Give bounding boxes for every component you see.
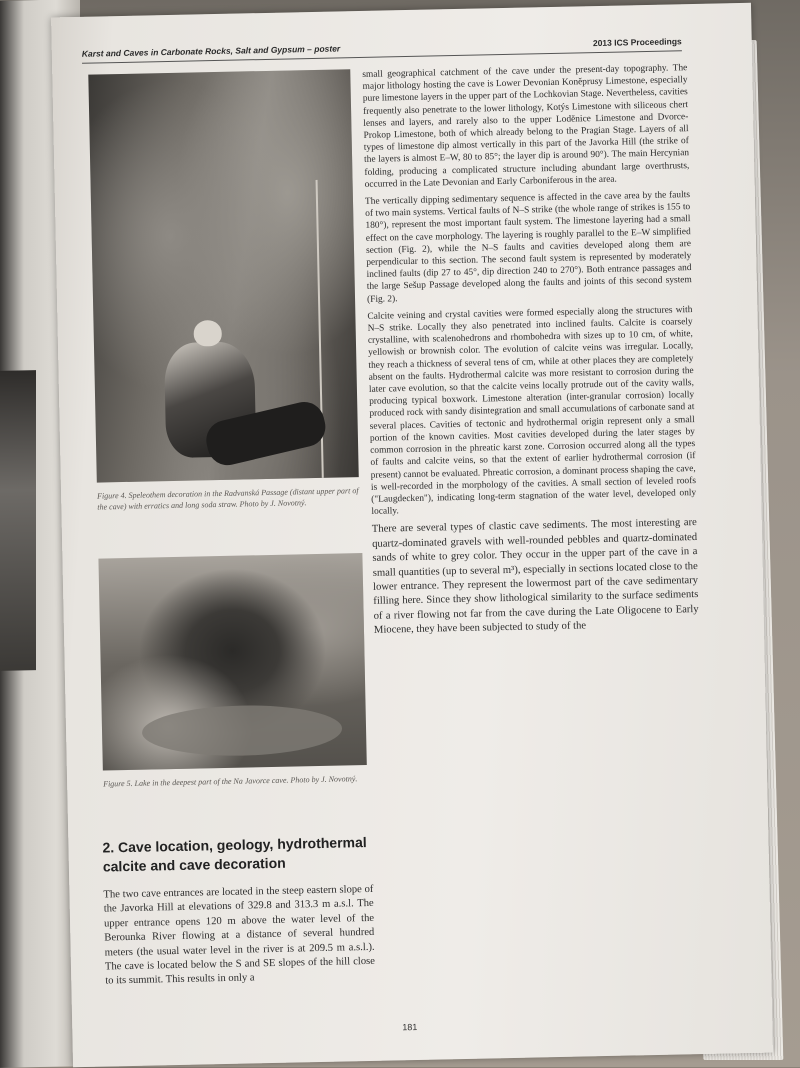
adjacent-page-photo <box>0 370 36 671</box>
section-heading: 2. Cave location, geology, hydrothermal calcite and cave decoration <box>102 834 367 875</box>
figure-5-caption: Figure 5. Lake in the deepest part of the Na Javorce cave. Photo by J. Novotný. <box>103 774 358 789</box>
paragraph-faults: The vertically dipping sedimentary sequence is affected in the cave area by the faults of two main systems. Vertical faults of N–S strike (the whole range of strikes is 155 to 180°), represent the most important fault system. The limestone layering had a small effect on the cave morphology. The layering is roughly parallel to the E–W simplified section (Fig. 2), while the N–S faults and cavities developed along them are perpendicular to this section. The second fault system is represented by moderately inclined faults (dip 27 to 45°, dip direction 240 to 270°). Both entrance passages and the large Sešup Passage developed along the faults and joints of this second system (Fig. 2). <box>364 190 692 305</box>
figure-4-photo <box>88 69 358 482</box>
left-column-paragraph: The two cave entrances are located in the steep eastern slope of the Javorka Hill at elevations of 329.8 and 313.3 m a.s.l. The upper entrance opens 120 m above the water level of the Berounka River flowing at a distance of several hundred meters (the usual water level in the river is at 209.5 m a.s.l.). The cave is located below the S and SE slopes of the hill close to its summit. This results in only a <box>103 883 376 987</box>
figure-5-photo <box>98 553 366 770</box>
paragraph-calcite: Calcite veining and crystal cavities were formed especially along the structures with N–S strike. Locally they also penetrated into inclined faults. Calcite is coarsely crystalline, with scalenohedrons and rhombohedra with sizes up to 10 cm, of white, yellowish or brownish color. The evolution of calcite veins was irregular. Locally, they reach a thickness of several tens of cm, while at other places they are completely absent on the faults. Hydrothermal calcite was more resistant to corrosion during the later cave evolution, so that the calcite veins locally protrude out of the cavity walls, producing typical boxwork. Limestone alteration (inter-granular corrosion) locally produced rock with sandy disintegration and small accumulations of carbonate sand at several places. Cavities of tectonic and hydrothermal origin represent only a small portion of the known cavities. Most cavities developed during the later stages by common corrosion in the phreatic karst zone. Corrosion occurred along all the types of faults and calcite veins, so that the extent of earlier hydrothermal corrosion (if present) cannot be evaluated. Phreatic corrosion, a dominant process shaping the cave, is well-recorded in the morphology of the cavities. A small section of leveled roofs ("Laugdecken"), indicating long-term stagnation of the water level, developed only locally. <box>367 304 697 517</box>
caver-helmet <box>193 320 222 347</box>
header-proceedings: 2013 ICS Proceedings <box>592 36 682 49</box>
figure-4-caption: Figure 4. Speleothem decoration in the Radvanská Passage (distant upper part of the cave) with erratics and long soda straw. Photo by J. Novotný. <box>97 486 359 512</box>
header-title: Karst and Caves in Carbonate Rocks, Salt and Gypsum – poster <box>81 43 341 59</box>
right-column <box>362 62 699 643</box>
cave-lake <box>142 704 343 758</box>
book-page <box>51 3 773 1067</box>
page-number: 181 <box>402 1021 418 1033</box>
paragraph-sediments: There are several types of clastic cave sediments. The most interesting are quartz-dominated gravels with well-rounded pebbles and quartz-dominated sands of white to grey color. They occur in the upper part of the cave in a small quantities (up to several m³), especially in sections located close to the lower entrance. They represent the lowermost part of the cave sedimentary filling here. Since they show lithological similarity to the surface sediments of a river flowing not far from the cave during the Late Oligocene to Early Miocene, they have been subjected to study of the <box>371 517 699 636</box>
paragraph-geology: small geographical catchment of the cave under the present-day topography. The major lithology hosting the cave is Lower Devonian Koněprusy Limestone, especially pure limestone layers in the upper part of the Lochkovian Stage. Nevertheless, cavities frequently also penetrate to the lower lithology, Kotýs Limestone with siliceous chert lenses and layers, and rarely also to the upper Lodĕnice Limestone and Dvorce-Prokop Limestone, both of which already belong to the Pragian Stage. Layers of all types of limestone dip almost vertically in this part of the Javorka Hill (the strike of the layers is almost E–W, 80 to 85°; the layer dip is around 90°). The main Hercynian folding, producing a complicated structure including abundant large overthrusts, occurred in the Late Devonian and Early Carboniferous in the area. <box>362 63 690 190</box>
